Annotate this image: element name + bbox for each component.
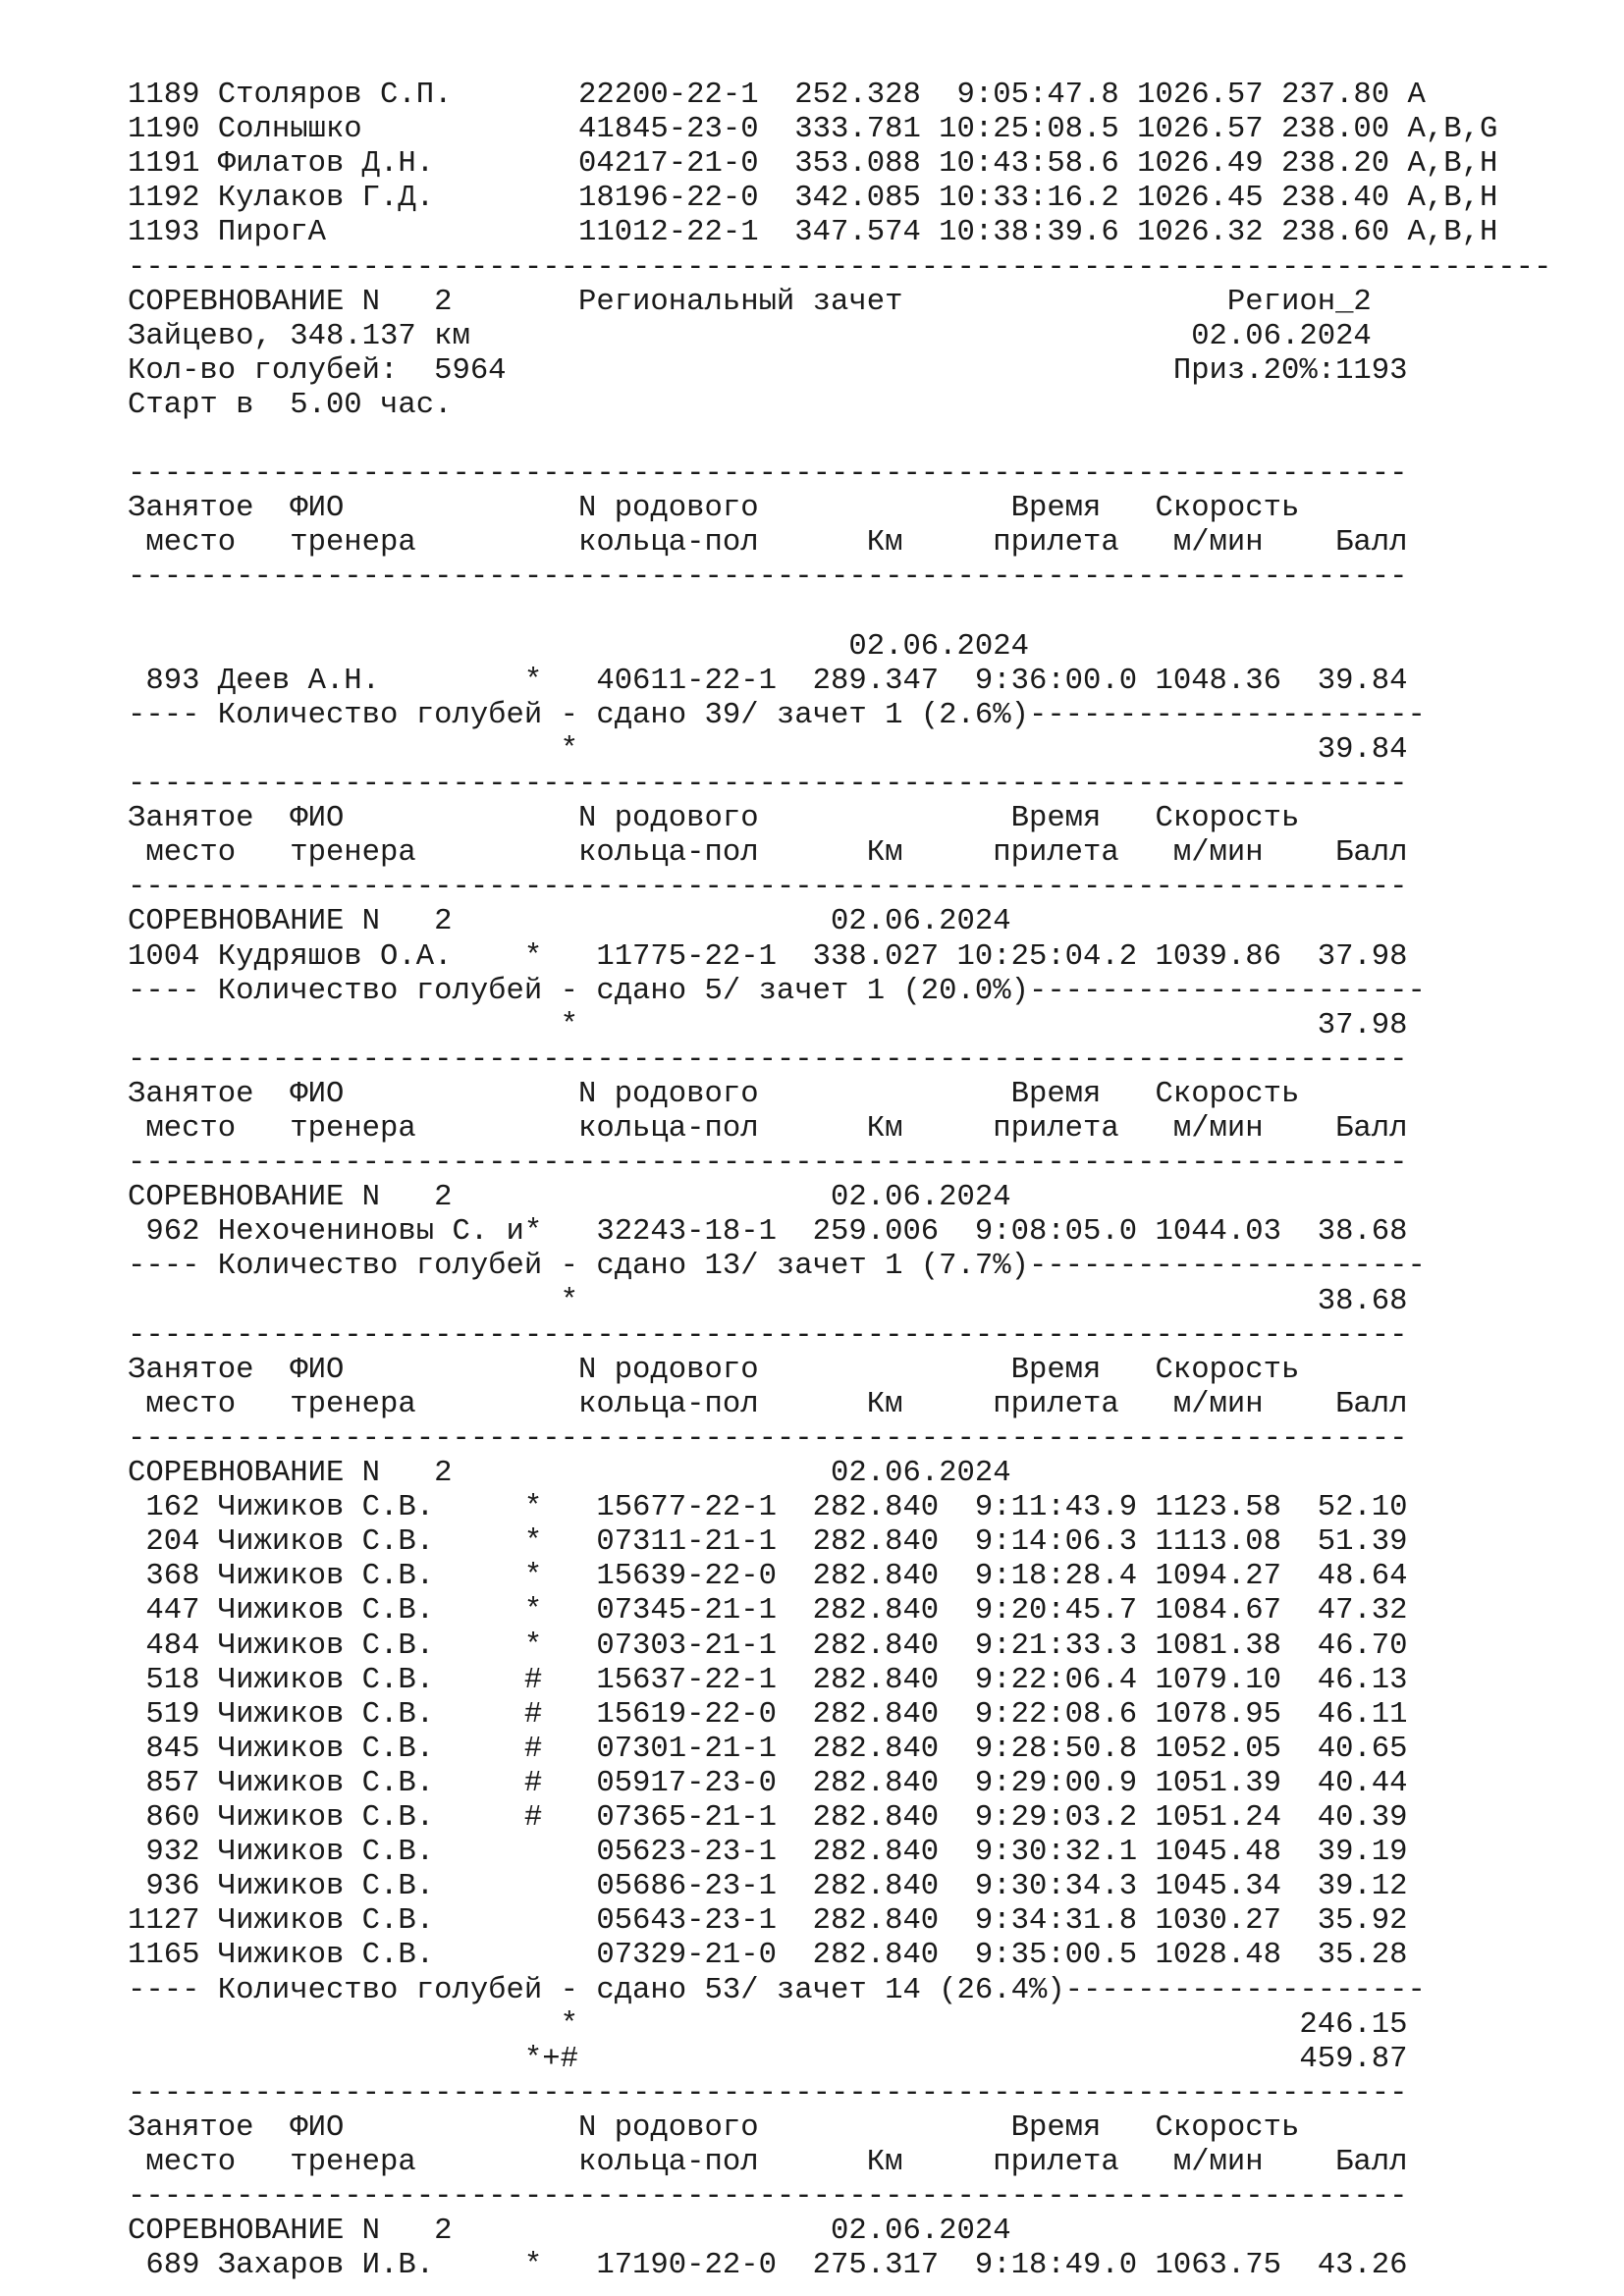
printout-line: 932 Чижиков С.В. 05623-23-1 282.840 9:30:32.1 1045.48 39.19 (128, 1836, 1408, 1870)
printout-line: *+# 459.87 (128, 2042, 1408, 2076)
printout-line: * 38.68 (128, 1284, 1408, 1318)
printout-line: Кол-во голубей: 5964 Приз.20%:1193 (128, 353, 1408, 388)
printout-line: Старт в 5.00 час. (128, 388, 453, 422)
printout-line: 519 Чижиков С.В. # 15619-22-0 282.840 9:22:08.6 1078.95 46.11 (128, 1697, 1408, 1732)
printout-line: СОРЕВНОВАНИЕ N 2 02.06.2024 (128, 905, 1011, 939)
printout-line: 845 Чижиков С.В. # 07301-21-1 282.840 9:28:50.8 1052.05 40.65 (128, 1732, 1408, 1766)
printout-line: Занятое ФИО N родового Время Скорость (128, 492, 1300, 526)
printout-line: 857 Чижиков С.В. # 05917-23-0 282.840 9:29:00.9 1051.39 40.44 (128, 1766, 1408, 1800)
printout-line: 1192 Кулаков Г.Д. 18196-22-0 342.085 10:33:16.2 1026.45 238.40 A,B,H (128, 182, 1498, 216)
printout-line: ---- Количество голубей - сдано 53/ зачет 14 (26.4%)-------------------- (128, 1973, 1426, 2007)
printout-line: 447 Чижиков С.В. * 07345-21-1 282.840 9:20:45.7 1084.67 47.32 (128, 1594, 1408, 1629)
printout-line: 689 Захаров И.В. * 17190-22-0 275.317 9:18:49.0 1063.75 43.26 (128, 2249, 1408, 2283)
printout-line: Занятое ФИО N родового Время Скорость (128, 1077, 1300, 1111)
printout-line: 484 Чижиков С.В. * 07303-21-1 282.840 9:21:33.3 1081.38 46.70 (128, 1629, 1408, 1663)
printout-line: 1193 ПирогА 11012-22-1 347.574 10:38:39.6 1026.32 238.60 A,B,H (128, 216, 1498, 250)
printout-line: 1127 Чижиков С.В. 05643-23-1 282.840 9:34:31.8 1030.27 35.92 (128, 1904, 1408, 1939)
printout-line: 1190 Солнышко 41845-23-0 333.781 10:25:08.5 1026.57 238.00 A,B,G (128, 113, 1498, 147)
printout-line: Занятое ФИО N родового Время Скорость (128, 2110, 1300, 2145)
printout-line: ----------------------------------------------------------------------- (128, 768, 1408, 801)
printout-line: 1189 Столяров С.П. 22200-22-1 252.328 9:05:47.8 1026.57 237.80 A (128, 79, 1426, 112)
printout-line: ---- Количество голубей - сдано 5/ зачет 1 (20.0%)---------------------- (128, 974, 1426, 1008)
printout-line: 518 Чижиков С.В. # 15637-22-1 282.840 9:22:06.4 1079.10 46.13 (128, 1663, 1408, 1697)
printout-line: * 37.98 (128, 1008, 1408, 1042)
printout-line: ----------------------------------------------------------------------- (128, 561, 1408, 595)
printout-line: СОРЕВНОВАНИЕ N 2 02.06.2024 (128, 1181, 1011, 1215)
printout-line: СОРЕВНОВАНИЕ N 2 02.06.2024 (128, 2215, 1011, 2249)
printout-line: 1165 Чижиков С.В. 07329-21-0 282.840 9:35:00.5 1028.48 35.28 (128, 1939, 1408, 1973)
printout-line: ----------------------------------------------------------------------- (128, 2076, 1408, 2110)
printout-line: 02.06.2024 (128, 629, 1029, 664)
printout-line: 860 Чижиков С.В. # 07365-21-1 282.840 9:29:03.2 1051.24 40.39 (128, 1801, 1408, 1835)
printout-line: ----------------------------------------------------------------------- (128, 1318, 1408, 1353)
printout-line: место тренера кольца-пол Км прилета м/мин Балл (128, 1112, 1408, 1146)
printout-line: 1191 Филатов Д.Н. 04217-21-0 353.088 10:43:58.6 1026.49 238.20 A,B,H (128, 147, 1498, 182)
printout-line: 204 Чижиков С.В. * 07311-21-1 282.840 9:14:06.3 1113.08 51.39 (128, 1525, 1408, 1560)
printout-line: 962 Нехочениновы С. и* 32243-18-1 259.006 9:08:05.0 1044.03 38.68 (128, 1215, 1408, 1250)
printout-line: Зайцево, 348.137 км 02.06.2024 (128, 319, 1372, 353)
printout-line: ---- Количество голубей - сдано 39/ зачет 1 (2.6%)---------------------- (128, 698, 1426, 732)
printout-line: СОРЕВНОВАНИЕ N 2 Региональный зачет Регион_2 (128, 285, 1372, 319)
printout-line: 936 Чижиков С.В. 05686-23-1 282.840 9:30:34.3 1045.34 39.12 (128, 1870, 1408, 1904)
printout-line: ----------------------------------------------------------------------- (128, 2180, 1408, 2215)
printout-line: Занятое ФИО N родового Время Скорость (128, 802, 1300, 836)
printout-line: ----------------------------------------------------------------------- (128, 1421, 1408, 1456)
printout-line: место тренера кольца-пол Км прилета м/мин Балл (128, 1387, 1408, 1421)
printout-line: * 39.84 (128, 732, 1408, 767)
printout-line: 368 Чижиков С.В. * 15639-22-0 282.840 9:18:28.4 1094.27 48.64 (128, 1560, 1408, 1594)
printout-line: 1004 Кудряшов О.А. * 11775-22-1 338.027 10:25:04.2 1039.86 37.98 (128, 939, 1408, 974)
printout-line: * 246.15 (128, 2007, 1408, 2042)
printout-line: место тренера кольца-пол Км прилета м/мин Балл (128, 836, 1408, 871)
printout-line: СОРЕВНОВАНИЕ N 2 02.06.2024 (128, 1457, 1011, 1490)
printout-line: ------------------------------------------------------------------------------- (128, 250, 1552, 285)
printout-line: место тренера кольца-пол Км прилета м/мин Балл (128, 526, 1408, 561)
printout-line: ----------------------------------------------------------------------- (128, 1042, 1408, 1077)
printout-line: Занятое ФИО N родового Время Скорость (128, 1353, 1300, 1387)
printout-line: ----------------------------------------------------------------------- (128, 871, 1408, 905)
printout-line: место тренера кольца-пол Км прилета м/мин Балл (128, 2146, 1408, 2179)
printout-line: ----------------------------------------------------------------------- (128, 457, 1408, 492)
printout-line: 162 Чижиков С.В. * 15677-22-1 282.840 9:11:43.9 1123.58 52.10 (128, 1491, 1408, 1525)
printout-line: ----------------------------------------------------------------------- (128, 1147, 1408, 1181)
printout-line: ---- Количество голубей - сдано 13/ зачет 1 (7.7%)---------------------- (128, 1250, 1426, 1284)
printout-line: 893 Деев А.Н. * 40611-22-1 289.347 9:36:00.0 1048.36 39.84 (128, 664, 1408, 698)
